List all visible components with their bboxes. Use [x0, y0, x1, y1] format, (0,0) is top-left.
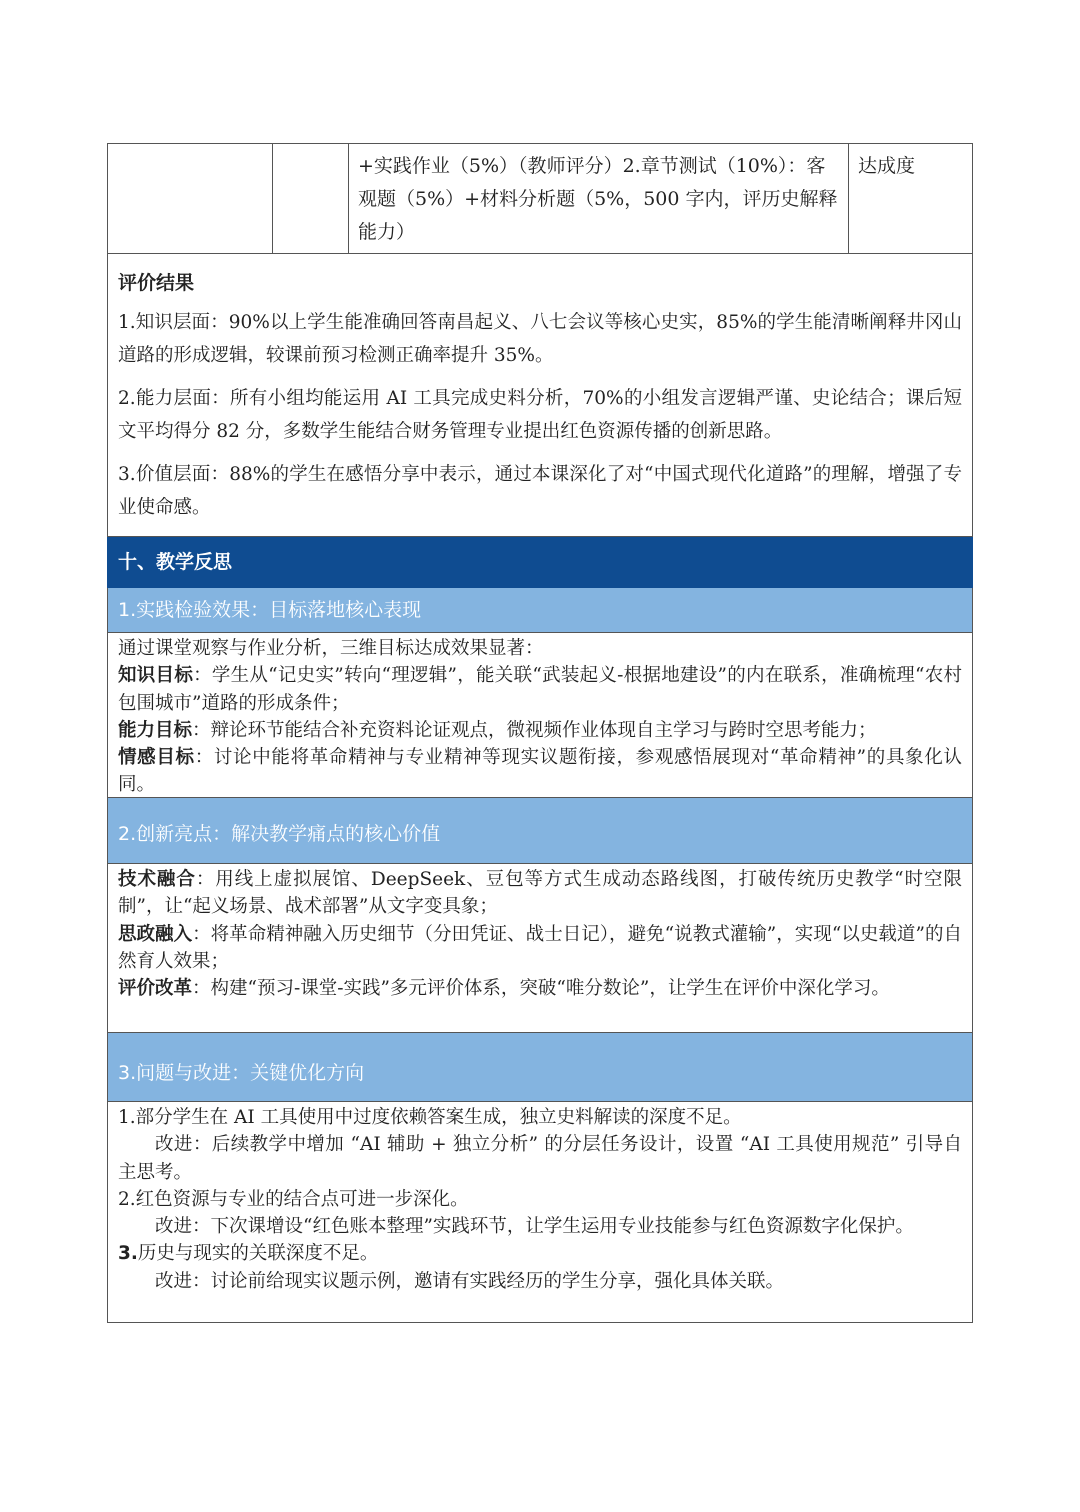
subsection-title-2: 2.创新亮点：解决教学痛点的核心价值: [107, 798, 973, 864]
sub2-line-ideology: 思政融入：将革命精神融入历史细节（分田凭证、战士日记），避免“说教式灌输”，实现“以史载道”的自然育人效果；: [118, 923, 962, 972]
evaluation-item-ability: 2.能力层面：所有小组均能运用 AI 工具完成史料分析，70%的小组发言逻辑严谨、史论结合；课后短文平均得分 82 分，多数学生能结合财务管理专业提出红色资源传播的创新思路。: [118, 388, 962, 442]
sub3-fix-3: 改进：讨论前给现实议题示例，邀请有实践经历的学生分享，强化具体关联。: [155, 1270, 785, 1292]
sub1-line-knowledge: 知识目标：学生从“记史实”转向“理逻辑”，能关联“武装起义-根据地建设”的内在联系，准确梳理“农村包围城市”道路的形成条件；: [118, 665, 962, 714]
evaluation-item-value: 3.价值层面：88%的学生在感悟分享中表示，通过本课深化了对“中国式现代化道路”的理解，增强了专业使命感。: [118, 464, 962, 518]
sub3-problem-2: 2.红色资源与专业的结合点可进一步深化。: [118, 1188, 469, 1210]
top-table-row: [107, 143, 973, 254]
sub2-line-tech: 技术融合：用线上虚拟展馆、DeepSeek、豆包等方式生成动态路线图，打破传统历史教学“时空限制”，让“起义场景、战术部署”从文字变具象；: [118, 869, 962, 918]
sub1-line-ability: 能力目标：辩论环节能结合补充资料论证观点，微视频作业体现自主学习与跨时空思考能力；: [118, 719, 877, 741]
evaluation-item-knowledge: 1.知识层面：90%以上学生能准确回答南昌起义、八七会议等核心史实，85%的学生能清晰阐释井冈山道路的形成逻辑，较课前预习检测正确率提升 35%。: [118, 312, 962, 366]
assessment-method-cell: +实践作业（5%）（教师评分）2.章节测试（10%）：客观题（5%）+材料分析题（5%，500 字内，评历史解释能力）: [349, 144, 849, 253]
sub1-intro: 通过课堂观察与作业分析，三维目标达成效果显著：: [118, 638, 544, 659]
subsection-body-1: [107, 633, 973, 798]
subsection-title-1: 1.实践检验效果：目标落地核心表现: [107, 588, 973, 633]
sub3-fix-2: 改进：下次课增设“红色账本整理”实践环节，让学生运用专业技能参与红色资源数字化保护。: [155, 1216, 914, 1238]
sub3-fix-1: 改进：后续教学中增加 “AI 辅助 + 独立分析” 的分层任务设计，设置 “AI 工具使用规范” 引导自主思考。: [118, 1134, 962, 1183]
achievement-cell: 达成度: [858, 155, 916, 177]
evaluation-heading: 评价结果: [118, 272, 195, 294]
empty-cell-2: [273, 144, 349, 253]
subsection-title-3: 3.问题与改进：关键优化方向: [107, 1033, 973, 1102]
section-title-reflection: 十、教学反思: [107, 537, 973, 588]
sub3-problem-3: 3.历史与现实的关联深度不足。: [118, 1243, 379, 1265]
sub3-problem-1: 1.部分学生在 AI 工具使用中过度依赖答案生成，独立史料解读的深度不足。: [118, 1107, 742, 1128]
sub1-line-emotion: 情感目标：讨论中能将革命精神与专业精神等现实议题衔接，参观感悟展现对“革命精神”的具象化认同。: [118, 747, 962, 796]
evaluation-results: [107, 254, 973, 537]
sub2-line-evaluation: 评价改革：构建“预习-课堂-实践”多元评价体系，突破“唯分数论”，让学生在评价中深化学习。: [118, 978, 890, 1000]
document-table: [107, 143, 973, 1323]
empty-cell-1: [108, 144, 273, 253]
subsection-body-3: [107, 1102, 973, 1323]
subsection-body-2: [107, 864, 973, 1033]
